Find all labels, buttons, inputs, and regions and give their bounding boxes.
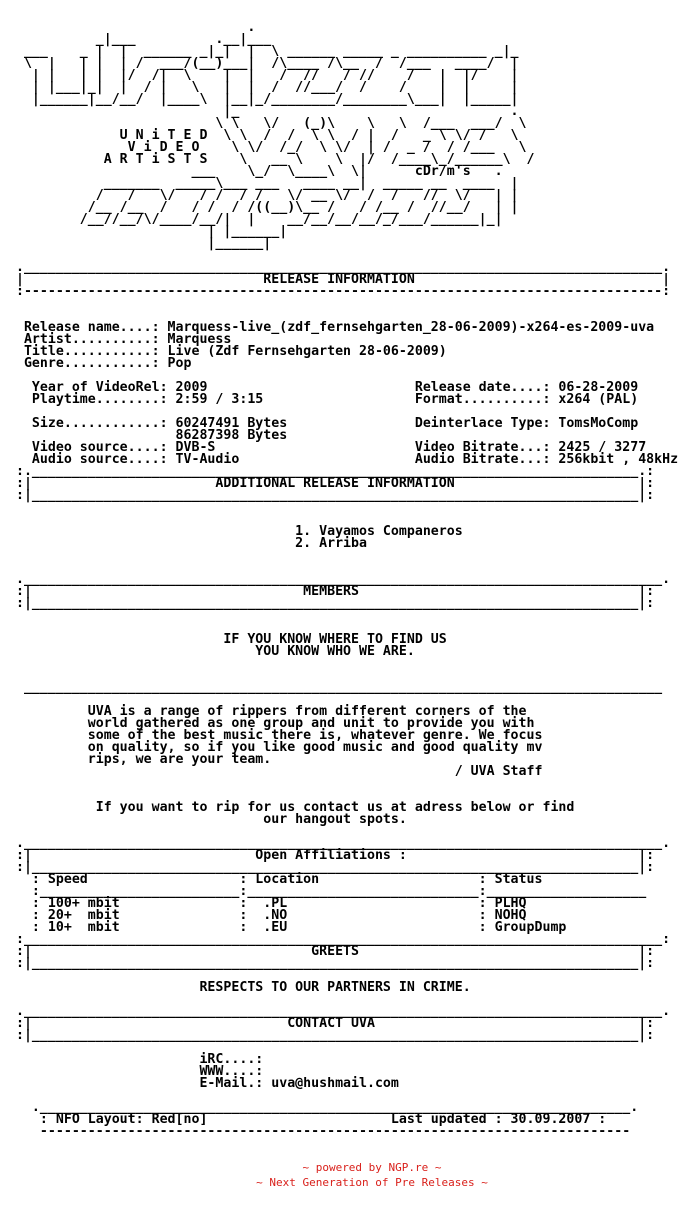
powered-by-line: ~ powered by NGP.re ~ <box>302 1161 442 1174</box>
logo-art-line: \ \ \/ (_)\ \ \ /___ ___/ \ <box>8 116 527 131</box>
about-line: on quality, so if you like good music and good quality mv <box>8 740 543 755</box>
about-line: rips, we are your team. <box>8 752 272 767</box>
logo-art-line: |_ . <box>8 104 519 119</box>
frame-line: :--------------------------------------------------------------------------------: <box>8 284 671 299</box>
frame-line: :|____________________________________________________________________________|: <box>8 596 655 611</box>
footer <box>0 1160 688 1190</box>
tagline: ~ Next Generation of Pre Releases ~ <box>256 1176 488 1189</box>
motto-line: IF YOU KNOW WHERE TO FIND US <box>8 632 447 647</box>
signature: / UVA Staff <box>8 764 543 779</box>
section-title-affiliations: :| Open Affiliations : |: <box>8 848 655 863</box>
frame-line: :.____________________________________________________________________________.: <box>8 464 655 479</box>
blank-line <box>8 658 678 670</box>
field-size-line2: 86287398 Bytes <box>8 428 288 443</box>
frame-line: :_________________________:_____________________________:____________________ <box>8 884 647 899</box>
track-item: 2. Arriba <box>8 536 367 551</box>
section-title-members: :| MEMBERS |: <box>8 584 655 599</box>
field-video-source-bitrate: Video source....: DVB-S Video Bitrate...: 2425 / 3277 <box>8 440 647 455</box>
logo-art-line: /__ /__ / / / / /((__)\__ / / /__ / //__/ | | <box>8 200 519 215</box>
motto-line: YOU KNOW WHO WE ARE. <box>8 644 415 659</box>
frame-line: :|____________________________________________________________________________|: <box>8 488 655 503</box>
frame-line: :|____________________________________________________________________________|: <box>8 956 655 971</box>
blank-line <box>8 610 678 622</box>
about-line: UVA is a range of rippers from different corners of the <box>8 704 527 719</box>
frame-line: .________________________________________________________________________________. <box>8 260 671 275</box>
logo-art-line: _______ _____\___ ___ ____ __| _____ __ ____ | <box>8 176 519 191</box>
frame-line: -------------------------------------------------------------------------- <box>8 1124 631 1139</box>
field-title: Title...........: Live (Zdf Fernsehgarten 28-06-2009) <box>8 344 447 359</box>
blank-line <box>8 550 678 562</box>
logo-art-line: V i D E O \ \/ /_/ \ \/ | / _ / / /___ \ <box>8 140 527 155</box>
logo-art-line: |______| <box>8 236 272 251</box>
frame-line: .__________________________________________________________________________. <box>8 1100 639 1115</box>
greets-text: RESPECTS TO OUR PARTNERS IN CRIME. <box>8 980 471 995</box>
field-audio-source-bitrate: Audio source....: TV-Audio Audio Bitrate...: 256kbit , 48kHz <box>8 452 679 467</box>
frame-line: .________________________________________________________________________________. <box>8 572 671 587</box>
blank-line <box>8 298 678 310</box>
logo-art-line: | |______| <box>8 224 288 239</box>
contact-irc: iRC....: <box>8 1052 272 1067</box>
section-title-contact: :| CONTACT UVA |: <box>8 1016 655 1031</box>
logo-art-line: ___ \_/ \____\ \| cDr/m's . <box>8 164 503 179</box>
logo-art-line: ___ _ | | ______ _|_| | \ ______ _____ _ __________ _|_ <box>8 44 519 59</box>
logo-art-line: | | | | |/ /| \ | | / // / // / | |/ | <box>8 68 519 83</box>
divider-line: ________________________________________________________________________________ <box>8 680 663 695</box>
field-size-deinterlace: Size............: 60247491 Bytes Deinterlace Type: TomsMoComp <box>8 416 639 431</box>
logo-art-line: A R T i S T S \ __ \ \ |/ /____\_/______\ / <box>8 152 535 167</box>
field-playtime-format: Playtime........: 2:59 / 3:15 Format..........: x264 (PAL) <box>8 392 639 407</box>
recruit-line: our hangout spots. <box>8 812 407 827</box>
section-title-release-information: | RELEASE INFORMATION | <box>8 272 671 287</box>
footer-credits: : NFO Layout: Red[no] Last updated : 30.09.2007 : <box>8 1112 607 1127</box>
blank-line <box>8 502 678 514</box>
logo-art-line: \ | | | | / ___/(__)___| /\____ /\__ / /___ ____/ | <box>8 56 519 71</box>
frame-line: :|____________________________________________________________________________|: <box>8 860 655 875</box>
section-title-additional: :| ADDITIONAL RELEASE INFORMATION |: <box>8 476 655 491</box>
logo-art-line: U N i T E D \ \ / / \ \ / | / _ \ \/ / \ <box>8 128 519 143</box>
logo-art-line: / / \/ / / / / \/ __ \/ / / // \/ | | <box>8 188 519 203</box>
contact-email: E-Mail.: uva@hushmail.com <box>8 1076 399 1091</box>
logo-art-line: /__//__/\/____/__/| | __/__/__/__/_/___/______|_| <box>8 212 503 227</box>
about-line: world gathered as one group and unit to provide you with <box>8 716 535 731</box>
frame-line: :|____________________________________________________________________________|: <box>8 1028 655 1043</box>
affiliations-header-row: : Speed : Location : Status <box>8 872 543 887</box>
field-release-name: Release name....: Marquess-live_(zdf_fernsehgarten_28-06-2009)-x264-es-2009-uva <box>8 320 655 335</box>
nfo-text <box>8 22 678 1138</box>
blank-line <box>8 778 678 790</box>
section-title-greets: :| GREETS |: <box>8 944 655 959</box>
affiliation-row: : 100+ mbit : .PL : PLHQ <box>8 896 527 911</box>
field-artist: Artist..........: Marquess <box>8 332 232 347</box>
logo-art-line: . <box>8 20 256 35</box>
frame-line: .________________________________________________________________________________. <box>8 836 671 851</box>
logo-art-line: |______|__/__/ |____\ |__|_/________/________\___| |_____| <box>8 92 519 107</box>
frame-line: :________________________________________________________________________________: <box>8 932 671 947</box>
frame-line: .________________________________________________________________________________. <box>8 1004 671 1019</box>
affiliation-row: : 10+ mbit : .EU : GroupDump <box>8 920 567 935</box>
affiliation-row: : 20+ mbit : .NO : NOHQ <box>8 908 527 923</box>
contact-www: WWW....: <box>8 1064 272 1079</box>
track-item: 1. Vayamos Companeros <box>8 524 463 539</box>
logo-art-line: | |___|_| | / | \ | | / //___/ / / | | | <box>8 80 519 95</box>
field-genre: Genre...........: Pop <box>8 356 192 371</box>
about-line: some of the best music there is, whatever genre. We focus <box>8 728 543 743</box>
recruit-line: If you want to rip for us contact us at adress below or find <box>8 800 575 815</box>
logo-art-line: _|___ .__|___ <box>8 32 272 47</box>
field-year-release-date: Year of VideoRel: 2009 Release date....: 06-28-2009 <box>8 380 639 395</box>
